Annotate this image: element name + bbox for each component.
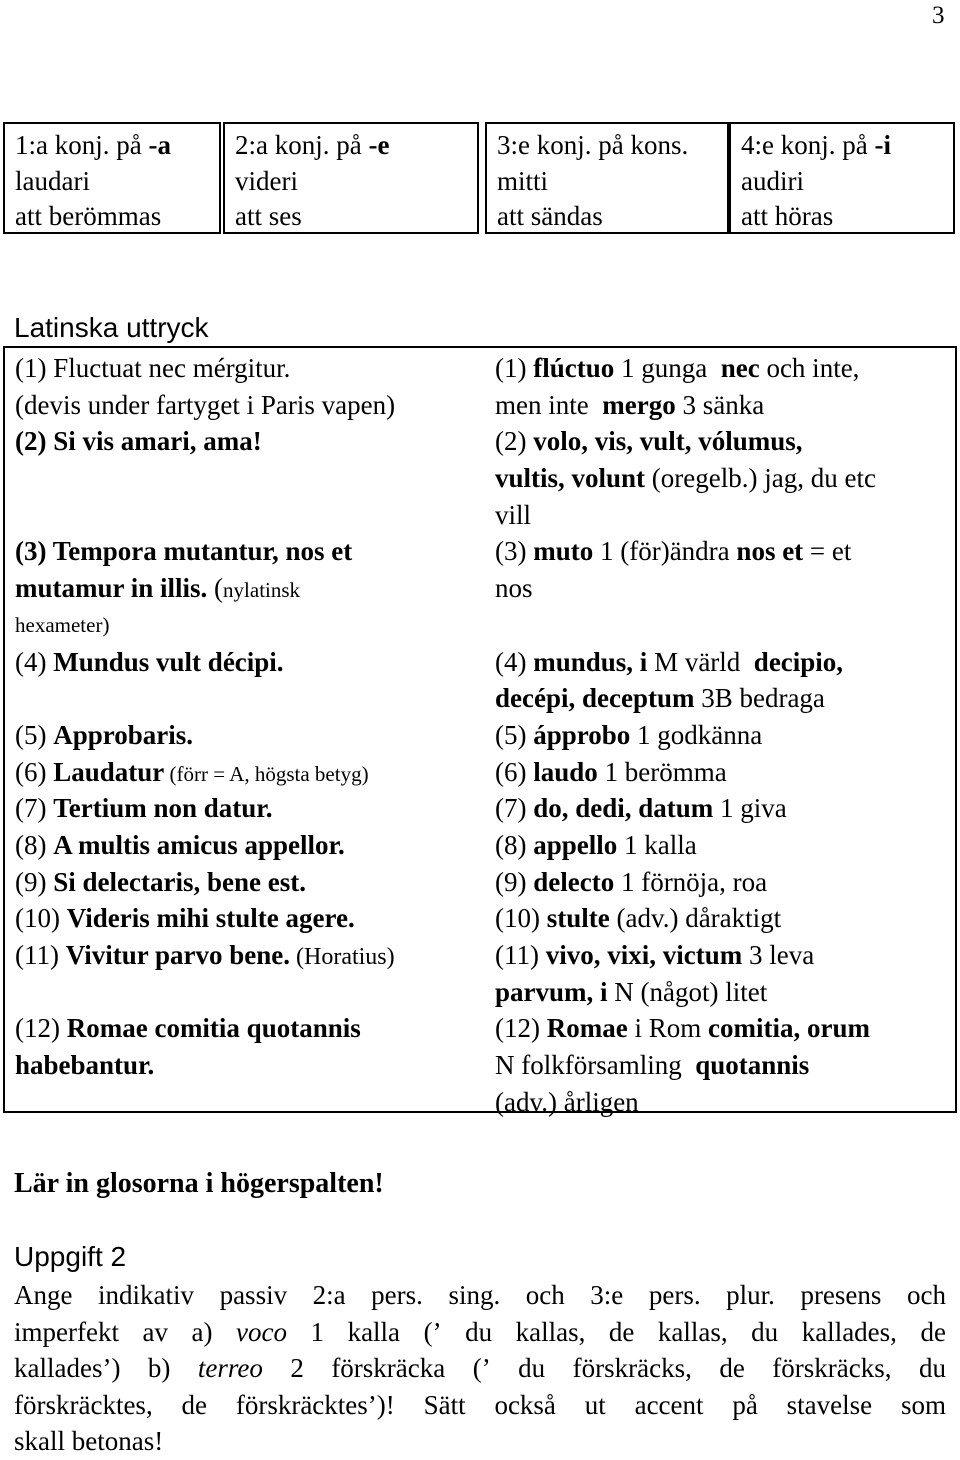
task-line-1: Ange indikativ passiv 2:a pers. sing. och 3:e pers. plur. presens och bbox=[14, 1280, 946, 1310]
gloss-1-cont: men inte mergo 3 sänka bbox=[495, 389, 765, 420]
conjugation-heading: 1:a konj. på -a bbox=[15, 130, 171, 160]
conjugation-heading: 4:e konj. på -i bbox=[741, 130, 891, 160]
blank-line bbox=[15, 680, 485, 717]
expression-1-note: (devis under fartyget i Paris vapen) bbox=[15, 389, 396, 420]
gloss-7: (7) do, dedi, datum 1 giva bbox=[495, 793, 787, 824]
blank-line bbox=[15, 974, 485, 1011]
gloss-2-cont: vultis, volunt (oregelb.) jag, du etc bbox=[495, 463, 876, 494]
task-heading: Uppgift 2 bbox=[14, 1241, 127, 1272]
expression-10: (10) Videris mihi stulte agere. bbox=[15, 903, 355, 934]
expression-2: (2) Si vis amari, ama! bbox=[15, 426, 262, 457]
gloss-12: (12) Romae i Rom comitia, orum bbox=[495, 1013, 870, 1044]
learn-instruction: Lär in glosorna i högerspalten! bbox=[14, 1168, 384, 1199]
page-number: 3 bbox=[932, 2, 945, 29]
expression-1: (1) Fluctuat nec mérgitur. bbox=[15, 353, 291, 383]
expression-4: (4) Mundus vult décipi. bbox=[15, 646, 284, 677]
conjugation-cell-2 bbox=[223, 122, 479, 234]
conjugation-verb: laudari bbox=[15, 165, 90, 196]
conjugation-meaning: att ses bbox=[235, 201, 302, 231]
blank-line bbox=[495, 607, 955, 644]
gloss-9: (9) delecto 1 förnöja, roa bbox=[495, 866, 768, 897]
conjugation-verb: mitti bbox=[497, 165, 549, 196]
expression-3-note: hexameter) bbox=[15, 612, 110, 637]
task-line-3: kallades’) b) terreo 2 förskräcka (’ du förskräcks, de förskräcks, du bbox=[14, 1353, 946, 1383]
conjugation-cell-1 bbox=[3, 122, 221, 234]
gloss-3: (3) muto 1 (för)ändra nos et = et bbox=[495, 536, 852, 567]
gloss-2: (2) volo, vis, vult, vólumus, bbox=[495, 426, 803, 457]
conjugation-meaning: att sändas bbox=[497, 201, 603, 231]
expression-12-cont: habebantur. bbox=[15, 1050, 155, 1081]
task-text bbox=[14, 1277, 946, 1460]
glossary-right-column bbox=[495, 350, 955, 1120]
expressions-heading: Latinska uttryck bbox=[14, 312, 209, 343]
conjugation-meaning: att höras bbox=[741, 201, 834, 231]
gloss-4: (4) mundus, i M värld decipio, bbox=[495, 646, 844, 677]
gloss-6: (6) laudo 1 berömma bbox=[495, 756, 727, 787]
gloss-4-cont: decépi, deceptum 3B bedraga bbox=[495, 683, 825, 714]
expression-6: (6) Laudatur (förr = A, högsta betyg) bbox=[15, 756, 369, 787]
gloss-2-cont2: vill bbox=[495, 499, 532, 530]
expression-7: (7) Tertium non datur. bbox=[15, 793, 273, 824]
blank-line bbox=[15, 460, 485, 497]
gloss-12-cont2: (adv.) årligen bbox=[495, 1086, 639, 1117]
conjugation-heading: 2:a konj. på -e bbox=[235, 130, 390, 160]
gloss-10: (10) stulte (adv.) dåraktigt bbox=[495, 903, 782, 934]
task-line-4: förskräcktes, de förskräcktes’)! Sätt också ut accent på stavelse som bbox=[14, 1389, 946, 1420]
expression-5: (5) Approbaris. bbox=[15, 719, 194, 750]
conjugation-cell-4 bbox=[729, 122, 955, 234]
expression-8: (8) A multis amicus appellor. bbox=[15, 829, 345, 860]
expression-9: (9) Si delectaris, bene est. bbox=[15, 866, 306, 897]
expressions-box bbox=[3, 346, 957, 1117]
gloss-11: (11) vivo, vixi, victum 3 leva bbox=[495, 940, 815, 970]
conjugation-meaning: att berömmas bbox=[15, 201, 162, 231]
conjugation-verb: audiri bbox=[741, 165, 804, 196]
gloss-11-cont: parvum, i N (något) litet bbox=[495, 976, 768, 1007]
expression-12: (12) Romae comitia quotannis bbox=[15, 1013, 361, 1044]
conjugation-verb: videri bbox=[235, 165, 298, 196]
gloss-8: (8) appello 1 kalla bbox=[495, 829, 697, 860]
task-line-5: skall betonas! bbox=[14, 1426, 164, 1456]
gloss-3-cont: nos bbox=[495, 573, 533, 604]
expressions-left-column bbox=[15, 350, 485, 1084]
gloss-12-cont: N folkförsamling quotannis bbox=[495, 1050, 810, 1081]
gloss-1: (1) flúctuo 1 gunga nec och inte, bbox=[495, 353, 860, 383]
conjugation-heading: 3:e konj. på kons. bbox=[497, 130, 689, 160]
conjugation-cell-3 bbox=[485, 122, 729, 234]
gloss-5: (5) ápprobo 1 godkänna bbox=[495, 719, 763, 750]
expression-3: (3) Tempora mutantur, nos et bbox=[15, 536, 353, 567]
expression-11: (11) Vivitur parvo bene. (Horatius) bbox=[15, 940, 395, 970]
task-line-2: imperfekt av a) voco 1 kalla (’ du kallas, de kallas, du kallades, de bbox=[14, 1316, 946, 1347]
conjugation-table bbox=[3, 122, 955, 236]
expression-3-cont: mutamur in illis. (nylatinsk bbox=[15, 573, 301, 604]
blank-line bbox=[15, 497, 485, 534]
